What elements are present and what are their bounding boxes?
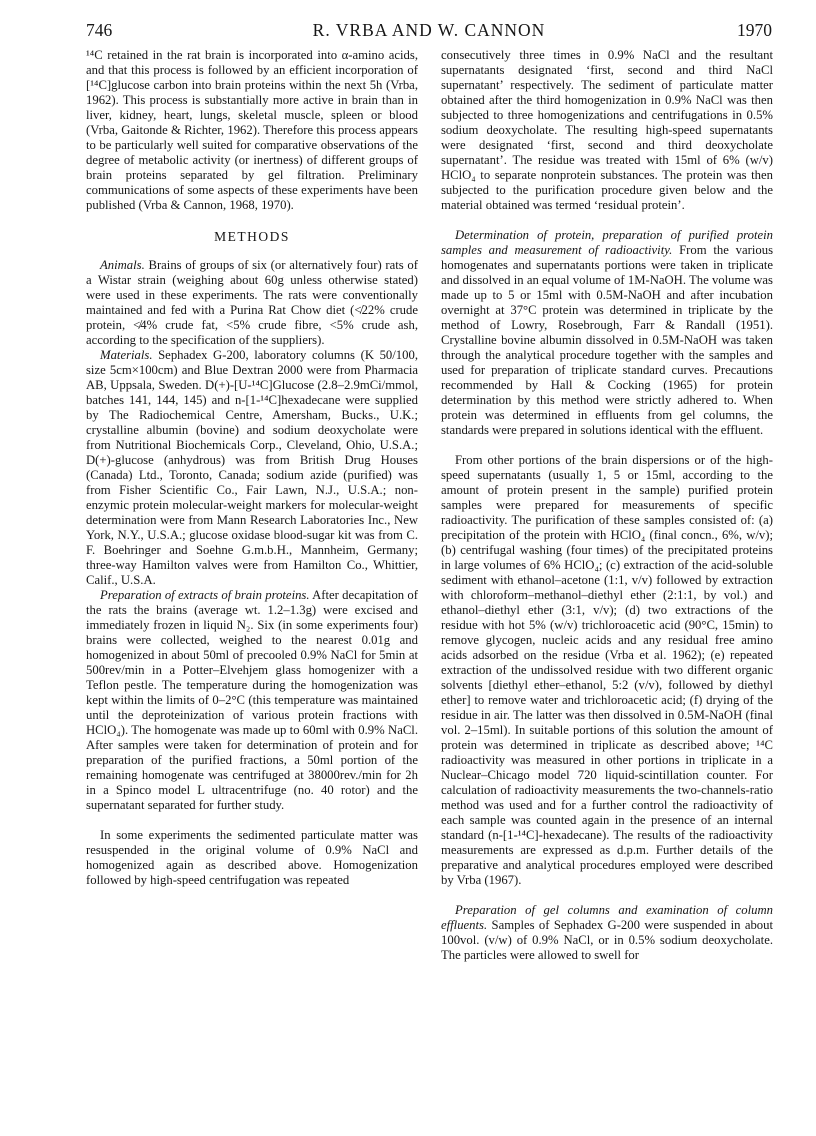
extracts-title: Preparation of extracts of brain proteins. <box>100 588 310 602</box>
columns-text: Samples of Sephadex G-200 were suspended in about 100vol. (v/w) of 0.9% NaCl, or in 0.5% sodium deoxycholate. The particles were allowed to swell for <box>441 918 774 962</box>
protein-paragraph <box>441 228 773 438</box>
section-heading-methods: METHODS <box>214 229 290 244</box>
intro-paragraph: ¹⁴C retained in the rat brain is incorporated into α-amino acids, and that this process is followed by an efficient incorporation of [¹⁴C]glucose carbon into brain proteins within the next 5h (Vrba, 1962). This process is substantially more active in brain than in liver, kidney, heart, lungs, skeletal muscle, spleen or blood (Vrba, Gaitonde & Richter, 1962). Therefore this process appears to be particularly well suited for comparative observations of the degree of metabolic activity (or inertness) of different groups of brain proteins separated by gel filtration. Preliminary communications of some aspects of these experiments have been published (Vrba & Cannon, 1968, 1970). <box>86 48 418 212</box>
materials-text: Sephadex G-200, laboratory columns (K 50/100, size 5cm×100cm) and Blue Dextran 2000 were from Pharmacia AB, Uppsala, Sweden. D(+)-[U-¹⁴C]Glucose (2.8–2.9mCi/mmol, batches 141, 144, 145) and n-[1-¹⁴C]hexadecane were supplied by The Radiochemical Centre, Amersham, Bucks., U.K.; crystalline albumin (bovine) and sodium deoxycholate were from Nutritional Biochemicals Corp., Cleveland, Ohio, U.S.A.; D(+)-glucose (anhydrous) was from British Drug Houses (Canada) Ltd., Toronto, Canada; sodium azide (purified) was from Fisher Scientific Co., Fair Lawn, N.J., U.S.A.; non-enzymic protein molecular-weight markers for molecular-weight determination were from Mann Research Laboratories Inc., New York, N.Y., U.S.A.; glucose oxidase blood-sugar kit was from C. F. Boehringer and Soehne G.m.b.H., Mannheim, Germany; three-way Hamilton valves were from Hamilton Co., Whittier, Calif., U.S.A. <box>86 348 418 587</box>
columns-title: Preparation of gel columns and examination of column effluents. <box>441 903 773 932</box>
columns-paragraph <box>441 903 773 963</box>
materials-paragraph <box>86 348 418 588</box>
running-head-authors: R. VRBA AND W. CANNON <box>312 20 546 40</box>
extracts-text: After decapitation of the rats the brains (average wt. 1.2–1.3g) were excised and immediately frozen in liquid N₂. Six (in some experiments four) brains were collected, weighed to the nearest 0.01g and homogenized in about 50ml of precooled 0.9% NaCl for 5min at 500rev/min in a Potter–Elvehjem glass homogenizer with a Teflon pestle. The temperature during the homogenization was kept within the limits of 0–2°C (this temperature was maintained until the deproteinization of various protein fractions with HClO₄). The homogenate was made up to 60ml with 0.9% NaCl. After samples were taken for determination of protein and for preparation of the purified fractions, a 50ml portion of the remaining homogenate was centrifuged at 38000rev./min for 2h in a Spinco model L ultracentrifuge (no. 40 rotor) and the supernatant separated for further study. <box>86 588 418 812</box>
animals-text: Brains of groups of six (or alternatively four) rats of a Wistar strain (weighing about 60g unless otherwise stated) were used in these experiments. The rats were conventionally maintained and fed with a Purina Rat Chow diet (≮22% crude protein, ≮4% crude fat, <5% crude fibre, <5% crude ash, according to the specification of the suppliers). <box>86 258 418 347</box>
purification-paragraph: From other portions of the brain dispersions or of the high-speed supernatants (usually 1, 5 or 15ml, according to the amount of protein present in the sample) purified protein samples were prepared for measurements of specific radioactivity. The purification of these samples consisted of: (a) precipitation of the protein with HClO₄ (final concn., 6%, w/v); (b) centrifugal washing (four times) of the precipitated proteins in large volumes of 6% HClO₄; (c) extraction of the acid-soluble sediment with ethanol–acetone (1:1, v/v) followed by extraction with chloroform–methanol–diethyl ether (2:1:1, by vol.) and ethanol–diethyl ether (3:1, v/v); (d) two extractions of the residue with hot 5% (w/v) trichloroacetic acid (90°C, 15min) to remove glycogen, nucleic acids and any residual free amino acids adsorbed on the residue (Vrba et al. 1962); (e) repeated extraction of the undissolved residue with two different organic solvents [diethyl ether–ethanol, 5:2 (v/v), followed by diethyl ether] to remove water and trichloroacetic acid; (f) drying of the residue in air. The latter was then dissolved in 0.5M-NaOH (final vol. 2–15ml). In suitable portions of this solution the amount of protein was determined in triplicate as described above; ¹⁴C radioactivity was measured in other portions in triplicate in a Nuclear–Chicago model 720 liquid-scintillation counter. For calculation of radioactivity measurements the two-channels-ratio method was used and for a further control the radioactivity of each sample was counted again in the presence of an internal standard (n-[1-¹⁴C]-hexadecane). The results of the radioactivity measurements are expressed as d.p.m. Further details of the preparative and analytical procedures employed were described by Vrba (1967). <box>441 453 773 887</box>
extracts-paragraph <box>86 588 418 813</box>
running-head-year: 1970 <box>737 20 772 40</box>
running-header <box>86 20 772 44</box>
materials-title: Materials. <box>100 348 153 362</box>
animals-title: Animals. <box>100 258 145 272</box>
sediment-paragraph: In some experiments the sedimented particulate matter was resuspended in the original volume of 0.9% NaCl and homogenized again as described above. Homogenization followed by high-speed centrifugation was repeated <box>86 828 418 887</box>
continuation-paragraph: consecutively three times in 0.9% NaCl and the resultant supernatants designated ‘first, second and third NaCl supernatant’ respectively. The sediment of particulate matter obtained after the third homogenization in 0.9% NaCl was then subjected to three homogenizations and centrifugations in 0.5% sodium deoxycholate. The resulting high-speed supernatants were designated ‘first, second and third deoxycholate supernatant’. The residue was treated with 15ml of 6% (w/v) HClO₄ to separate nonprotein substances. The protein was then subjected to the purification procedure given below and the material obtained was termed ‘residual protein’. <box>441 48 773 212</box>
protein-title: Determination of protein, preparation of purified protein samples and measurement of radioactivity. <box>441 228 773 257</box>
right-column <box>441 48 773 963</box>
page-number: 746 <box>86 20 113 40</box>
left-column <box>86 48 418 888</box>
animals-paragraph <box>86 258 418 348</box>
protein-text: From the various homogenates and supernatants portions were taken in triplicate and dissolved in an equal volume of 1M-NaOH. The volume was made up to 5 or 15ml with 0.5M-NaOH and after incubation overnight at 37°C protein was determined in triplicate by the method of Lowry, Rosebrough, Farr & Randall (1951). Crystalline bovine albumin dissolved in 0.5M-NaOH was taken through the analytical procedure together with the samples and used for preparation of triplicate standard curves. Precautions recommended by Hall & Cocking (1965) for protein determination by this method were strictly adhered to. When protein was determined in effluents from gel columns, the standards were prepared in solutions identical with the effluent. <box>441 243 774 437</box>
